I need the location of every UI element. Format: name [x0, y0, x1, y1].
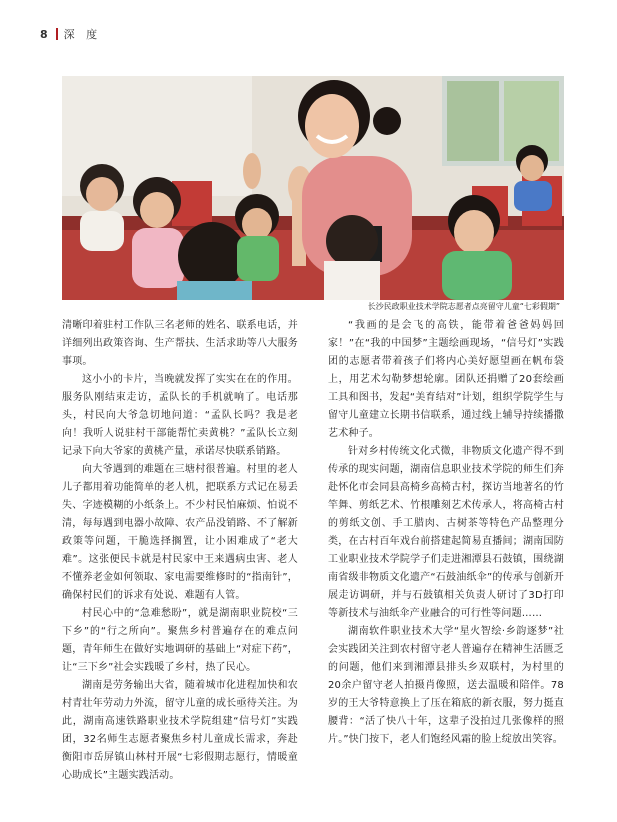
paragraph: “我画的是会飞的高铁，能带着爸爸妈妈回家！”在“我的中国梦”主题绘画现场，“信号灯”实践团的志愿者带着孩子们将内心美好愿望画在帆布袋上，用艺术勾勒梦想轮廓。团队还捐赠了20套绘画工具和图书，发起“美育结对”计划，组织学院学生与留守儿童建立长期书信联系，通过线上辅导持续播撒艺术种子。	[328, 320, 564, 439]
paragraph: 针对乡村传统文化式微，非物质文化遗产得不到传承的现实问题，湖南信息职业技术学院的师生们奔赴怀化市会同县高椅乡高椅古村，探访当地著名的竹竿舞、剪纸艺术、竹根雕刻艺术传承人，将高椅古村的剪纸文创、手工腊肉、古树茶等特色产品整理分类，在古村百年戏台前搭建起简易直播间；湖南国防工业职业技术学院学子们走进湘潭县石鼓镇，围绕湖南省级非物质文化遗产“石鼓油纸伞”的传承与创新开展走访调研，并与石鼓镇相关负责人研讨了3D打印等新技术与油纸伞产业融合的可行性等问题……	[328, 446, 564, 619]
article-column-left	[62, 317, 298, 785]
classroom-photo-illustration	[62, 76, 564, 300]
article-photo	[62, 76, 564, 300]
article-column-right	[328, 317, 564, 749]
page-header	[40, 26, 101, 42]
paragraph: 湖南软件职业技术大学“星火智绘·乡韵逐梦”社会实践团关注到农村留守老人普遍存在精神生活匮乏的问题，他们来到湘潭县排头乡双联村，为村里的20余户留守老人拍摄肖像照，送去温暖和陪伴。78岁的王大爷特意换上了压在箱底的新衣服，努力挺直腰背：“活了快八十年，这辈子没拍过几张像样的照片。”快门按下，老人们饱经风霜的脸上绽放出笑容。	[328, 626, 564, 745]
paragraph: 向大爷遇到的难题在三塘村很普遍。村里的老人儿子都用着功能简单的老人机，把联系方式记在易丢失、字迹模糊的小纸条上。不少村民怕麻烦、怕说不清，每每遇到电器小故障、农产品没销路、不了解新政策等问题，干脆选择搁置，让小困难成了“老大难”。这张便民卡就是村民家中王来遇病虫害、老人不懂养老金如何领取、家电需要维修时的“指南针”，确保村民们的诉求有处说、难题有人管。	[62, 464, 298, 601]
photo-caption: 长沙民政职业技术学院志愿者点亮留守儿童“七彩假期”	[367, 302, 560, 311]
header-divider	[56, 28, 58, 40]
paragraph: 村民心中的“急难愁盼”，就是湖南职业院校“三下乡”的“行之所向”。聚焦乡村普遍存在的难点问题，青年师生在做好实地调研的基础上“对症下药”，让“三下乡”社会实践暖了乡村，热了民心。	[62, 608, 298, 673]
paragraph: 这小小的卡片，当晚就发挥了实实在在的作用。服务队刚结束走访，孟队长的手机就响了。电话那头，村民向大爷急切地问道：“孟队长吗？我是老向！我听人说驻村干部能帮忙卖黄桃？”孟队长立刻记录下向大爷家的黄桃产量，承诺尽快联系销路。	[62, 374, 298, 457]
section-title: 深 度	[63, 28, 102, 41]
paragraph: 湖南是劳务输出大省，随着城市化进程加快和农村青壮年劳动力外流，留守儿童的成长亟待关注。为此，湖南高速铁路职业技术学院组建“信号灯”实践团，32名师生志愿者聚焦乡村儿童成长需求，奔赴衡阳市岳屏镇山林村开展“七彩假期志愿行，情暖童心助成长”主题实践活动。	[62, 680, 298, 781]
page-number: 8	[40, 27, 48, 41]
paragraph: 清晰印着驻村工作队三名老师的姓名、联系电话，并详细列出政策咨询、生产帮扶、生活求助等八大服务事项。	[62, 320, 298, 367]
